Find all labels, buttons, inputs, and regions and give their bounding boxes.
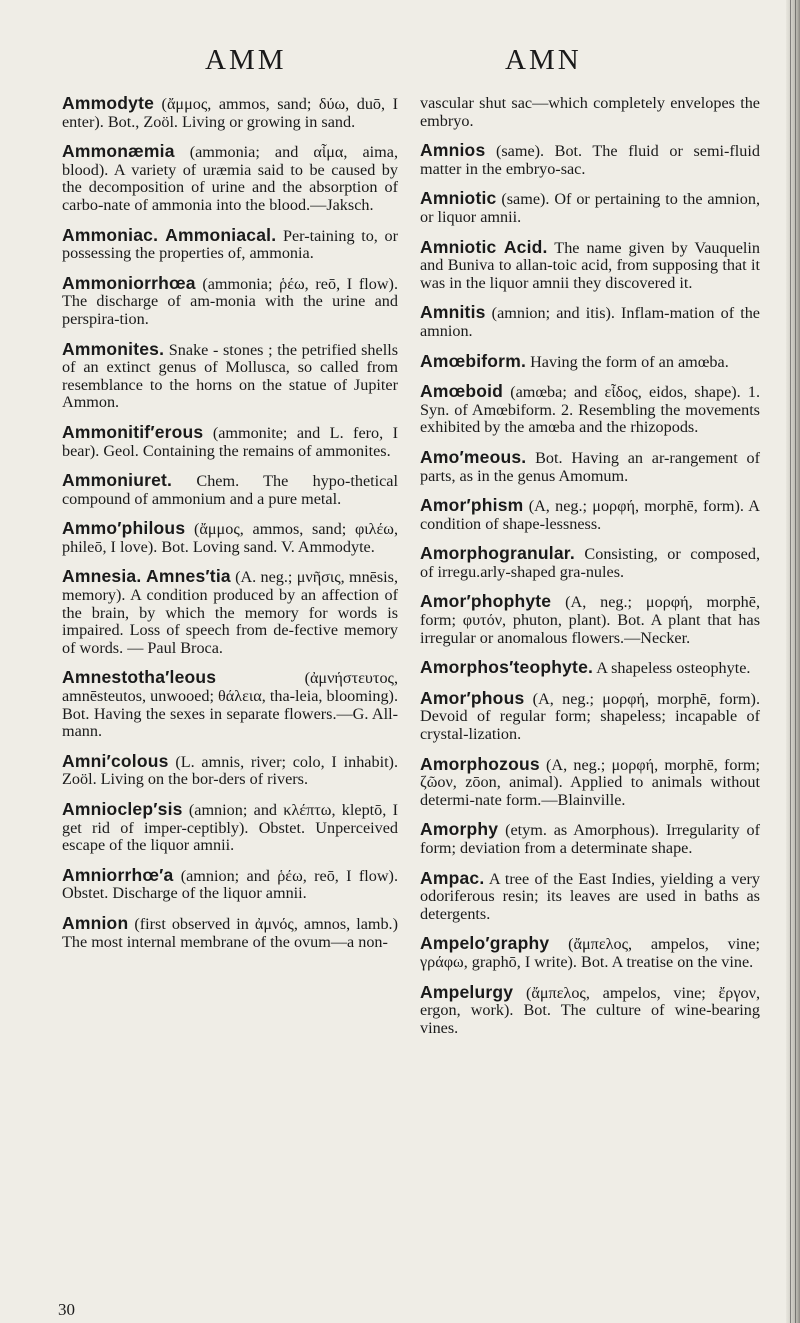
entry-headword: Ammoniuret. — [62, 470, 173, 491]
entry-headword: Amnion — [62, 912, 129, 933]
dictionary-entry — [62, 421, 398, 460]
entry-definition: (ἀμνήστευτος, amnēsteutos, unwooed; θάλεια, tha-leia, blooming). Bot. Having the sexes in separate flowers.—G. All-mann. — [62, 669, 398, 741]
entry-definition: (ammonia; and αἷμα, aima, blood). A variety of uræmia said to be caused by the decomposition of urine and the absorption of carbo-nate of ammonia into the blood.—Jaksch. — [62, 143, 398, 214]
dictionary-entry — [62, 669, 398, 740]
entry-headword: Ammonæmia — [62, 141, 175, 162]
dictionary-entry — [62, 864, 398, 903]
dictionary-entry — [420, 821, 760, 857]
entry-headword: Amœbiform. — [420, 350, 527, 371]
entry-definition: (etym. as Amorphous). Irregularity of form; deviation from a determinate shape. — [420, 821, 760, 857]
dictionary-entry — [62, 338, 398, 412]
dictionary-entry — [420, 545, 760, 581]
dictionary-entry — [420, 867, 760, 924]
dictionary-entry — [420, 981, 760, 1038]
entry-definition: (A, neg.; μορφή, morphē, form). A condition of shape-lessness. — [420, 497, 760, 533]
entry-headword: Ammoniorrhœa — [62, 272, 196, 293]
page-edge-line — [790, 0, 791, 1323]
dictionary-entry — [420, 142, 760, 178]
dictionary-entry — [420, 687, 760, 744]
entry-definition: (A, neg.; μορφή, morphē, form; ζῶον, zōon, animal). Applied to animals without determi-nate form.—Blainville. — [420, 755, 760, 809]
entry-headword: Amnios — [420, 140, 486, 161]
entry-headword: Amnesia. Amnes′tia — [62, 566, 231, 587]
dictionary-entry — [420, 304, 760, 340]
entry-headword: Ampac. — [420, 867, 485, 888]
dictionary-entry — [420, 236, 760, 293]
entry-headword: Amniotic — [420, 188, 497, 209]
dictionary-entry — [62, 568, 398, 657]
entry-headword: Amni′colous — [62, 750, 169, 771]
entry-headword: Amorphy — [420, 819, 499, 840]
entry-headword: Amnitis — [420, 302, 486, 323]
dictionary-entry — [420, 935, 760, 971]
entry-definition: (ἄμπελος, ampelos, vine; ἔργον, ergon, work). Bot. The culture of wine-bearing vines. — [420, 983, 760, 1037]
entry-definition: (ammonite; and L. fero, I bear). Geol. Containing the remains of ammonites. — [62, 423, 398, 460]
entry-definition: (amnion; and itis). Inflam-mation of the amnion. — [420, 304, 760, 340]
entry-definition: A tree of the East Indies, yielding a very odoriferous resin; its leaves are used in baths as detergents. — [420, 869, 760, 923]
dictionary-entry — [420, 190, 760, 226]
entry-definition: (ἄμμος, ammos, sand; φιλέω, phileō, I love). Bot. Loving sand. V. Ammodyte. — [62, 520, 398, 556]
entry-definition: vascular shut sac—which completely envelopes the embryo. — [420, 94, 760, 130]
entry-definition: (A, neg.; μορφή, morphē, form; φυτόν, phuton, plant). Bot. A plant that has irregular or anomalous flowers.—Necker. — [420, 593, 760, 647]
dictionary-entry — [420, 95, 760, 130]
entry-definition: Bot. Having an ar-rangement of parts, as in the genus Amomum. — [420, 448, 760, 485]
entry-headword: Amor′phism — [420, 495, 524, 516]
entry-headword: Amniotic Acid. — [420, 236, 548, 257]
entry-headword: Amnestotha′leous — [62, 667, 217, 688]
entry-headword: Amniorrhœ′a — [62, 864, 174, 885]
entry-headword: Amorphos′teophyte. — [420, 657, 594, 678]
dictionary-entry — [62, 750, 398, 789]
entry-headword: Amor′phous — [420, 687, 525, 708]
entry-definition: (same). Of or pertaining to the amnion, or liquor amnii. — [420, 190, 760, 226]
entry-headword: Ampelurgy — [420, 981, 514, 1002]
dictionary-entry — [62, 95, 398, 131]
entry-definition: Consisting, or composed, of irregu.arly-shaped gra-nules. — [420, 545, 760, 581]
entry-headword: Amorphozous — [420, 753, 540, 774]
entry-definition: (ἄμμος, ammos, sand; δύω, duō, I enter). Bot., Zoöl. Living or growing in sand. — [62, 95, 398, 131]
entry-definition: Per-taining to, or possessing the properties of, ammonia. — [62, 226, 398, 263]
entry-definition: (same). Bot. The fluid or semi-fluid matter in the embryo-sac. — [420, 142, 760, 178]
left-column — [62, 95, 398, 963]
entry-headword: Amœboid — [420, 381, 504, 402]
dictionary-entry — [420, 446, 760, 485]
entry-definition: (amnion; and κλέπτω, kleptō, I get rid of imper-ceptibly). Obstet. Unperceived escape of the liquor amnii. — [62, 801, 398, 855]
entry-definition: (A, neg.; μορφή, morphē, form). Devoid of regular form; shapeless; incapable of crystal-lization. — [420, 689, 760, 744]
entry-definition: (L. amnis, river; colo, I inhabit). Zoöl. Living on the bor-ders of rivers. — [62, 752, 398, 789]
entry-definition: (ἄμπελος, ampelos, vine; γράφω, graphō, I write). Bot. A treatise on the vine. — [420, 935, 760, 971]
dictionary-entry — [62, 912, 398, 951]
page-edge-line — [795, 0, 796, 1323]
dictionary-entry — [62, 801, 398, 855]
entry-headword: Amo′meous. — [420, 446, 527, 467]
page-number: 30 — [58, 1300, 75, 1319]
entry-definition: (amnion; and ῥέω, reō, I flow). Obstet. Discharge of the liquor amnii. — [62, 866, 398, 903]
dictionary-entry — [62, 272, 398, 329]
entry-definition: (first observed in ἀμνός, amnos, lamb.) The most internal membrane of the ovum—a non- — [62, 914, 398, 951]
entry-definition: (ammonia; ῥέω, reō, I flow). The discharge of am-monia with the urine and perspira-tion. — [62, 274, 398, 328]
entry-definition: The name given by Vauquelin and Buniva to allan-toic acid, from supposing that it was in the liquor amnii they discovered it. — [420, 238, 760, 292]
entry-definition: Chem. The hypo-thetical compound of ammonium and a pure metal. — [62, 472, 398, 508]
dictionary-entry — [62, 224, 398, 263]
dictionary-entry — [420, 497, 760, 533]
entry-definition: (A. neg.; μνῆσις, mnēsis, memory). A condition produced by an affection of the brain, by which the memory for words is impaired. Loss of speech from de-fective memory of words. — Paul Broca. — [62, 568, 398, 657]
dictionary-entry — [420, 753, 760, 810]
entry-headword: Ampelo′graphy — [420, 933, 550, 954]
right-column — [420, 95, 760, 1049]
dictionary-entry — [420, 659, 760, 678]
entry-headword: Ammodyte — [62, 93, 155, 113]
entry-headword: Amnioclep′sis — [62, 799, 183, 819]
dictionary-entry — [62, 520, 398, 556]
entry-headword: Ammoniac. Ammoniacal. — [62, 224, 277, 245]
entry-headword: Ammonites. — [62, 338, 165, 359]
dictionary-entry — [420, 593, 760, 647]
entry-headword: Amorphogranular. — [420, 543, 575, 564]
running-head-right: AMN — [505, 44, 582, 76]
entry-headword: Ammonitif′erous — [62, 421, 204, 442]
page-edge — [786, 0, 800, 1323]
entry-definition: A shapeless osteophyte. — [593, 659, 751, 678]
entry-definition: (amœba; and εἶδος, eidos, shape). 1. Syn. of Amœbiform. 2. Resembling the movements exhibited by the amœba and the rhizopods. — [420, 383, 760, 437]
entry-definition: Snake - stones ; the petrified shells of an extinct genus of Mollusca, so called from resemblance to the horns on the statue of Jupiter Ammon. — [62, 340, 398, 412]
dictionary-entry — [62, 472, 398, 508]
dictionary-entry — [420, 350, 760, 372]
entry-headword: Amor′phophyte — [420, 591, 552, 612]
dictionary-entry — [420, 383, 760, 437]
dictionary-entry — [62, 143, 398, 214]
entry-definition: Having the form of an amœba. — [526, 352, 729, 371]
running-head-left: AMM — [205, 44, 287, 76]
entry-headword: Ammo′philous — [62, 518, 186, 539]
